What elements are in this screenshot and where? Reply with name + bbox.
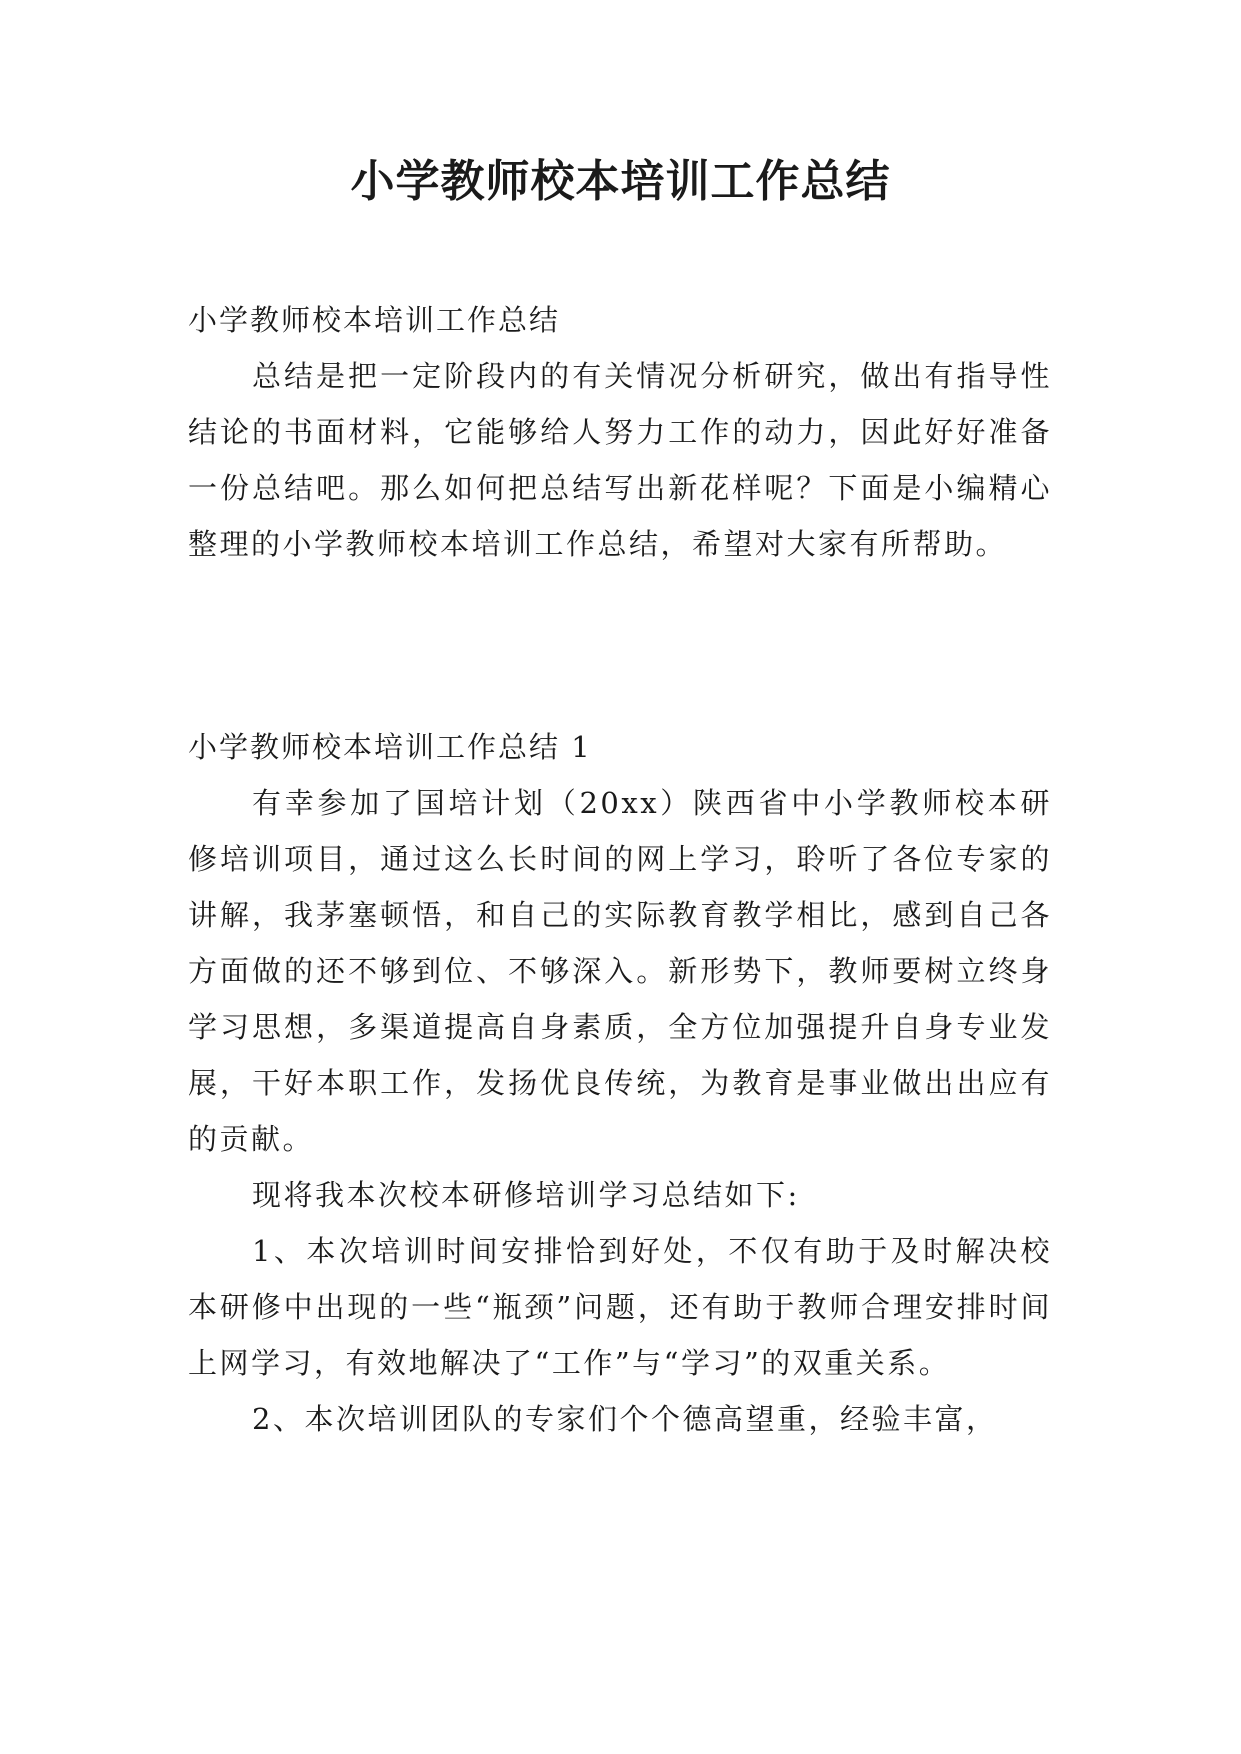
document-title: 小学教师校本培训工作总结 bbox=[350, 156, 891, 207]
body-paragraph: 现将我本次校本研修培训学习总结如下: bbox=[252, 1178, 800, 1212]
body-paragraph: 1、本次培训时间安排恰到好处，不仅有助于及时解决校本研修中出现的一些“瓶颈”问题，还有助于教师合理安排时间上网学习，有效地解决了“工作”与“学习”的双重关系。 bbox=[188, 1234, 1052, 1380]
document-body bbox=[188, 292, 1052, 1447]
intro-paragraph: 总结是把一定阶段内的有关情况分析研究，做出有指导性结论的书面材料，它能够给人努力工作的动力，因此好好准备一份总结吧。那么如何把总结写出新花样呢？下面是小编精心整理的小学教师校本培训工作总结，希望对大家有所帮助。 bbox=[188, 359, 1052, 561]
body-paragraph: 有幸参加了国培计划（20xx）陕西省中小学教师校本研修培训项目，通过这么长时间的网上学习，聆听了各位专家的讲解，我茅塞顿悟，和自己的实际教育教学相比，感到自己各方面做的还不够到位、不够深入。新形势下，教师要树立终身学习思想，多渠道提高自身素质，全方位加强提升自身专业发展，干好本职工作，发扬优良传统，为教育是事业做出出应有的贡献。 bbox=[188, 786, 1052, 1156]
body-paragraph: 2、本次培训团队的专家们个个德高望重，经验丰富， bbox=[252, 1402, 998, 1436]
section-heading: 小学教师校本培训工作总结 1 bbox=[188, 730, 592, 764]
intro-heading: 小学教师校本培训工作总结 bbox=[188, 303, 561, 337]
section-spacer bbox=[188, 572, 1052, 719]
